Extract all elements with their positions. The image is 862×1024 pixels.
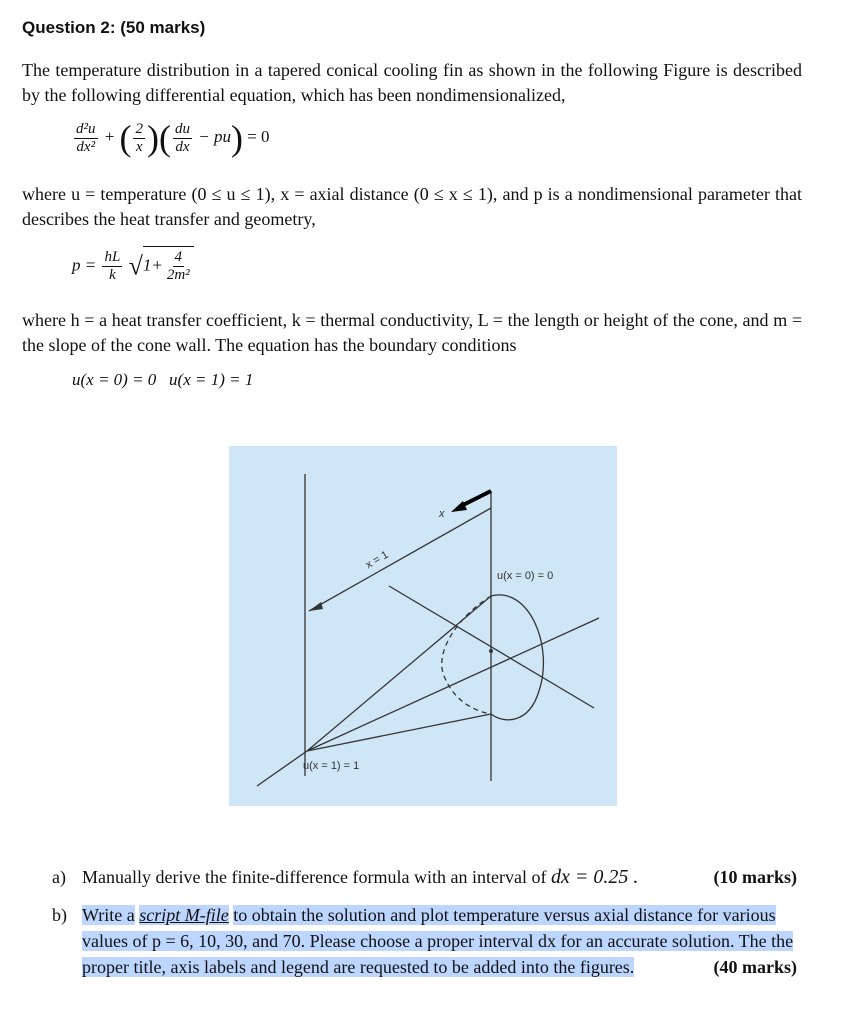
question-heading: Question 2: (50 marks)	[22, 18, 206, 37]
task-a-text: Manually derive the finite-difference formula with an interval of	[82, 867, 547, 887]
axis-extension	[257, 751, 307, 786]
cone-lower-edge	[307, 714, 491, 751]
differential-equation	[72, 120, 270, 156]
fraction-numerator: d²u	[76, 120, 96, 137]
cone-upper-edge	[307, 596, 491, 751]
cone-base-ellipse-hidden	[442, 596, 491, 714]
task-a-marks: (10 marks)	[713, 867, 797, 887]
fraction-denominator: k	[109, 267, 116, 283]
task-a-letter: a)	[52, 867, 66, 887]
u-x0-label: u(x = 0) = 0	[497, 570, 554, 582]
task-b-marks: (40 marks)	[713, 957, 797, 977]
p-equals: p =	[72, 255, 97, 275]
cone-center-point	[489, 649, 493, 653]
axial-dimension-line	[309, 508, 491, 611]
sqrt-sign: √	[128, 251, 143, 281]
script-m-file-link[interactable]: script M-file	[139, 905, 229, 925]
equals-zero: = 0	[247, 126, 270, 146]
minus-pu-term: − pu	[198, 126, 231, 146]
intro-paragraph: The temperature distribution in a tapered conical cooling fin as shown in the following Figure is described by the following differential equation, which has been nondimensionalized,	[22, 60, 802, 105]
paren-open: (	[119, 118, 132, 158]
where-coefficients-paragraph: where h = a heat transfer coefficient, k = thermal conductivity, L = the length or height of the cone, and m = the slope of the cone wall. The equation has the boundary conditions	[22, 310, 802, 355]
sqrt-radicand	[143, 246, 194, 284]
flow-arrow-shaft	[461, 491, 491, 506]
x-equals-1-label: x = 1	[363, 548, 391, 572]
task-b-letter: b)	[52, 905, 67, 925]
fraction-denominator: dx²	[76, 138, 96, 155]
paren-close: )	[146, 118, 159, 158]
fraction-denominator: x	[135, 138, 143, 155]
d2u-dx2-fraction	[74, 121, 98, 156]
fraction-numerator: 2	[135, 120, 143, 137]
two-over-x-fraction	[133, 121, 145, 156]
parameter-equation	[72, 246, 194, 284]
where-temperature-paragraph: where u = temperature (0 ≤ u ≤ 1), x = axial distance (0 ≤ x ≤ 1), and p is a nondimensional parameter that describes the heat transfer and geometry,	[22, 184, 802, 229]
plus-sign: +	[103, 126, 116, 146]
four-over-2m2-fraction	[165, 249, 192, 284]
fraction-denominator: dx	[175, 138, 190, 155]
task-a	[52, 864, 797, 890]
fraction-numerator: hL	[104, 249, 121, 265]
task-b	[52, 902, 797, 980]
boundary-conditions: u(x = 0) = 0 u(x = 1) = 1	[72, 370, 254, 389]
dimension-arrow-head	[309, 602, 323, 611]
task-b-text-rest: to obtain the solution and plot temperature versus axial distance for various values of p = 6, 10, 30, and 70. Please choose a proper interval dx for an accurate solution. The the proper title, axis labels and legend are requested to be added into the figures.	[82, 905, 794, 977]
fraction-numerator: du	[174, 120, 190, 137]
cone-fin-diagram	[229, 446, 617, 806]
task-a-interval: dx = 0.25 .	[550, 866, 639, 888]
task-b-text-start: Write a	[82, 905, 135, 925]
paren-close: )	[230, 118, 243, 158]
paren-open: (	[158, 118, 171, 158]
hl-over-k-fraction	[102, 249, 122, 284]
one-plus: 1+	[142, 255, 163, 275]
cone-base-ellipse-solid	[491, 595, 543, 720]
fraction-numerator: 4	[174, 249, 183, 265]
cone-fin-figure	[229, 446, 617, 806]
du-dx-fraction	[173, 121, 192, 156]
task-a-body	[82, 867, 638, 887]
task-b-body	[82, 902, 794, 980]
x-axis-label: x	[439, 508, 445, 520]
fraction-denominator: 2m²	[166, 267, 190, 283]
u-x1-label: u(x = 1) = 1	[303, 760, 360, 772]
